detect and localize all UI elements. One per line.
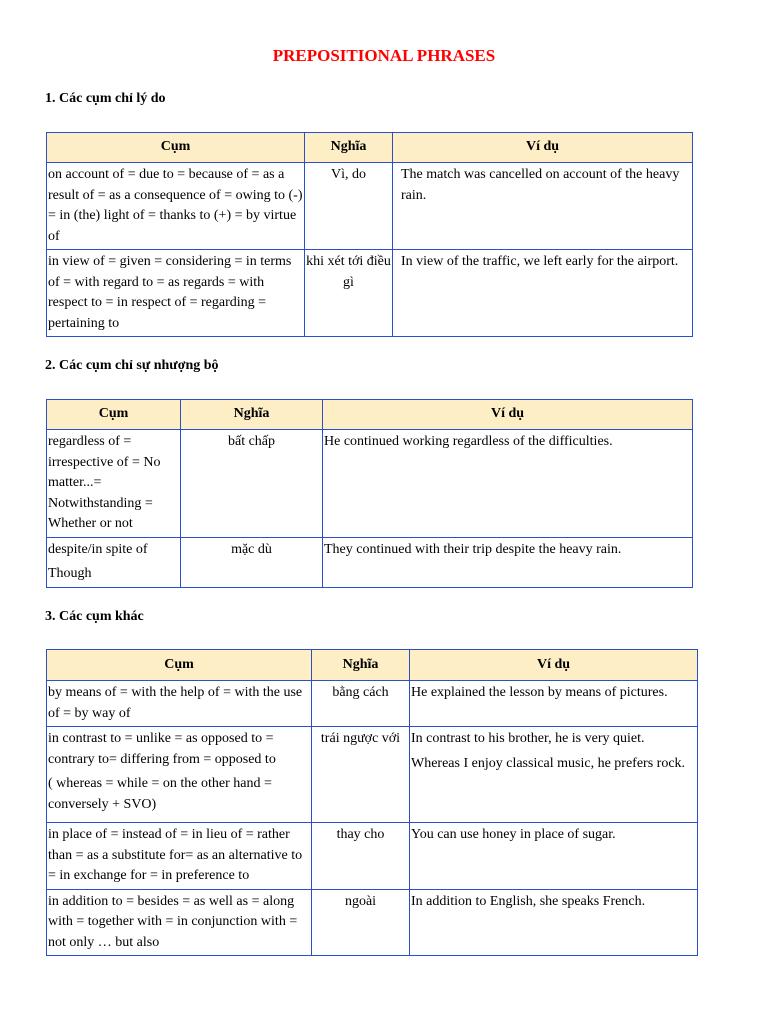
meaning-cell: ngoài	[312, 889, 410, 956]
phrase-line: despite/in spite of	[48, 541, 148, 557]
example-cell: The match was cancelled on account of the heavy rain.	[393, 163, 693, 250]
phrase-cell: in addition to = besides = as well as = along with = together with = in conjunction with = not only … but also	[47, 889, 312, 956]
column-header-example: Ví dụ	[410, 650, 698, 681]
phrase-cell	[47, 537, 181, 587]
table-row	[47, 681, 698, 727]
page-title: PREPOSITIONAL PHRASES	[272, 46, 496, 65]
column-header-phrase: Cụm	[47, 650, 312, 681]
phrase-cell: in place of = instead of = in lieu of = rather than = as a substitute for= as an alternative to = in exchange for = in preference to	[47, 823, 312, 890]
concession-phrases-table	[46, 399, 693, 588]
table-header-row	[47, 650, 698, 681]
table-header-row	[47, 133, 693, 163]
column-header-meaning: Nghĩa	[305, 133, 393, 163]
table-row	[47, 727, 698, 823]
meaning-cell: thay cho	[312, 823, 410, 890]
column-header-example: Ví dụ	[323, 400, 693, 430]
phrase-cell: on account of = due to = because of = as a result of = as a consequence of = owing to (-) = in (the) light of = thanks to (+) = by virtue of	[47, 163, 305, 250]
table-header-row	[47, 400, 693, 430]
phrase-extra: ( whereas = while = on the other hand = conversely + SVO)	[48, 776, 272, 812]
section-heading-reason: 1. Các cụm chỉ lý do	[45, 91, 166, 106]
meaning-cell: bất chấp	[181, 430, 323, 538]
column-header-phrase: Cụm	[47, 400, 181, 430]
phrase-cell: regardless of = irrespective of = No matter...= Notwithstanding = Whether or not	[47, 430, 181, 538]
other-phrases-table	[46, 649, 698, 956]
example-extra: Whereas I enjoy classical music, he prefers rock.	[411, 755, 686, 771]
example-cell: They continued with their trip despite the heavy rain.	[323, 537, 693, 587]
column-header-meaning: Nghĩa	[181, 400, 323, 430]
table-row	[47, 163, 693, 250]
table-row	[47, 889, 698, 956]
example-cell: He continued working regardless of the difficulties.	[323, 430, 693, 538]
phrase-main: in contrast to = unlike = as opposed to = contrary to= differing from = opposed to	[48, 731, 276, 767]
table-row	[47, 250, 693, 337]
example-cell: In addition to English, she speaks French.	[410, 889, 698, 956]
phrase-cell: in view of = given = considering = in terms of = with regard to = as regards = with respect to = in respect of = regarding = pertaining to	[47, 250, 305, 337]
example-cell: In view of the traffic, we left early for the airport.	[393, 250, 693, 337]
column-header-example: Ví dụ	[393, 133, 693, 163]
phrase-cell: by means of = with the help of = with the use of = by way of	[47, 681, 312, 727]
meaning-cell: khi xét tới điều gì	[305, 250, 393, 337]
table-row	[47, 430, 693, 538]
phrase-cell	[47, 727, 312, 823]
meaning-cell: trái ngược với	[312, 727, 410, 823]
example-cell: He explained the lesson by means of pictures.	[410, 681, 698, 727]
table-row	[47, 823, 698, 890]
example-cell: You can use honey in place of sugar.	[410, 823, 698, 890]
phrase-line: Though	[48, 566, 92, 581]
section-heading-other: 3. Các cụm khác	[45, 609, 144, 624]
example-main: In contrast to his brother, he is very quiet.	[411, 731, 645, 746]
meaning-cell: bằng cách	[312, 681, 410, 727]
reason-phrases-table	[46, 132, 693, 337]
table-row	[47, 537, 693, 587]
example-cell	[410, 727, 698, 823]
column-header-meaning: Nghĩa	[312, 650, 410, 681]
meaning-cell: mặc dù	[181, 537, 323, 587]
column-header-phrase: Cụm	[47, 133, 305, 163]
section-heading-concession: 2. Các cụm chỉ sự nhượng bộ	[45, 358, 219, 373]
meaning-cell: Vì, do	[305, 163, 393, 250]
